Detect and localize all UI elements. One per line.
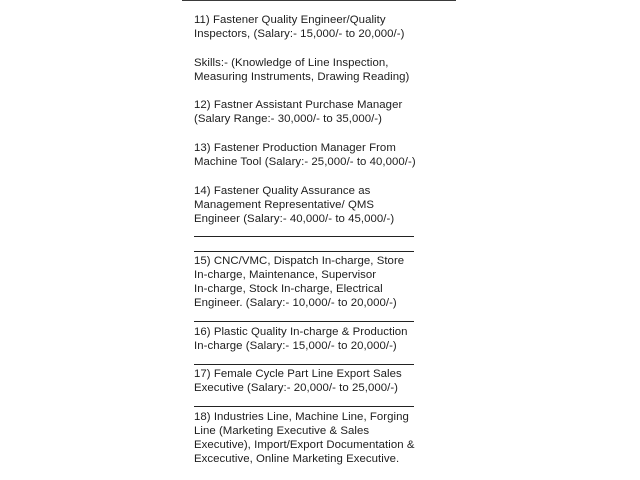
job-entry-17: 17) Female Cycle Part Line Export Sales Executive (Salary:- 20,000/- to 25,000/-) bbox=[194, 368, 402, 395]
skills-entry: Skills:- (Knowledge of Line Inspection, Measuring Instruments, Drawing Reading) bbox=[194, 57, 410, 84]
separator-line bbox=[194, 236, 414, 237]
separator-line bbox=[194, 321, 414, 322]
job-entry-16: 16) Plastic Quality In-charge & Production In-charge (Salary:- 15,000/- to 20,000/-) bbox=[194, 326, 408, 353]
separator-line bbox=[194, 406, 414, 407]
job-entry-13: 13) Fastener Production Manager From Machine Tool (Salary:- 25,000/- to 40,000/-) bbox=[194, 142, 416, 169]
job-entry-14: 14) Fastener Quality Assurance as Management Representative/ QMS Engineer (Salary:- 40,000/- to 45,000/-) bbox=[194, 185, 395, 226]
separator-line bbox=[194, 251, 414, 252]
top-divider bbox=[182, 0, 456, 1]
job-listing-document bbox=[182, 0, 462, 480]
job-entry-18: 18) Industries Line, Machine Line, Forging Line (Marketing Executive & Sales Executive), Import/Export Documentation & Excecutive, Online Marketing Executive. bbox=[194, 411, 415, 466]
separator-line bbox=[194, 364, 414, 365]
job-entry-15: 15) CNC/VMC, Dispatch In-charge, Store In-charge, Maintenance, Supervisor In-charge, Stock In-charge, Electrical Engineer. (Salary:- 10,000/- to 20,000/-) bbox=[194, 255, 405, 310]
job-entry-12: 12) Fastner Assistant Purchase Manager (Salary Range:- 30,000/- to 35,000/-) bbox=[194, 99, 403, 126]
job-entry-11: 11) Fastener Quality Engineer/Quality Inspectors, (Salary:- 15,000/- to 20,000/-) bbox=[194, 14, 405, 41]
